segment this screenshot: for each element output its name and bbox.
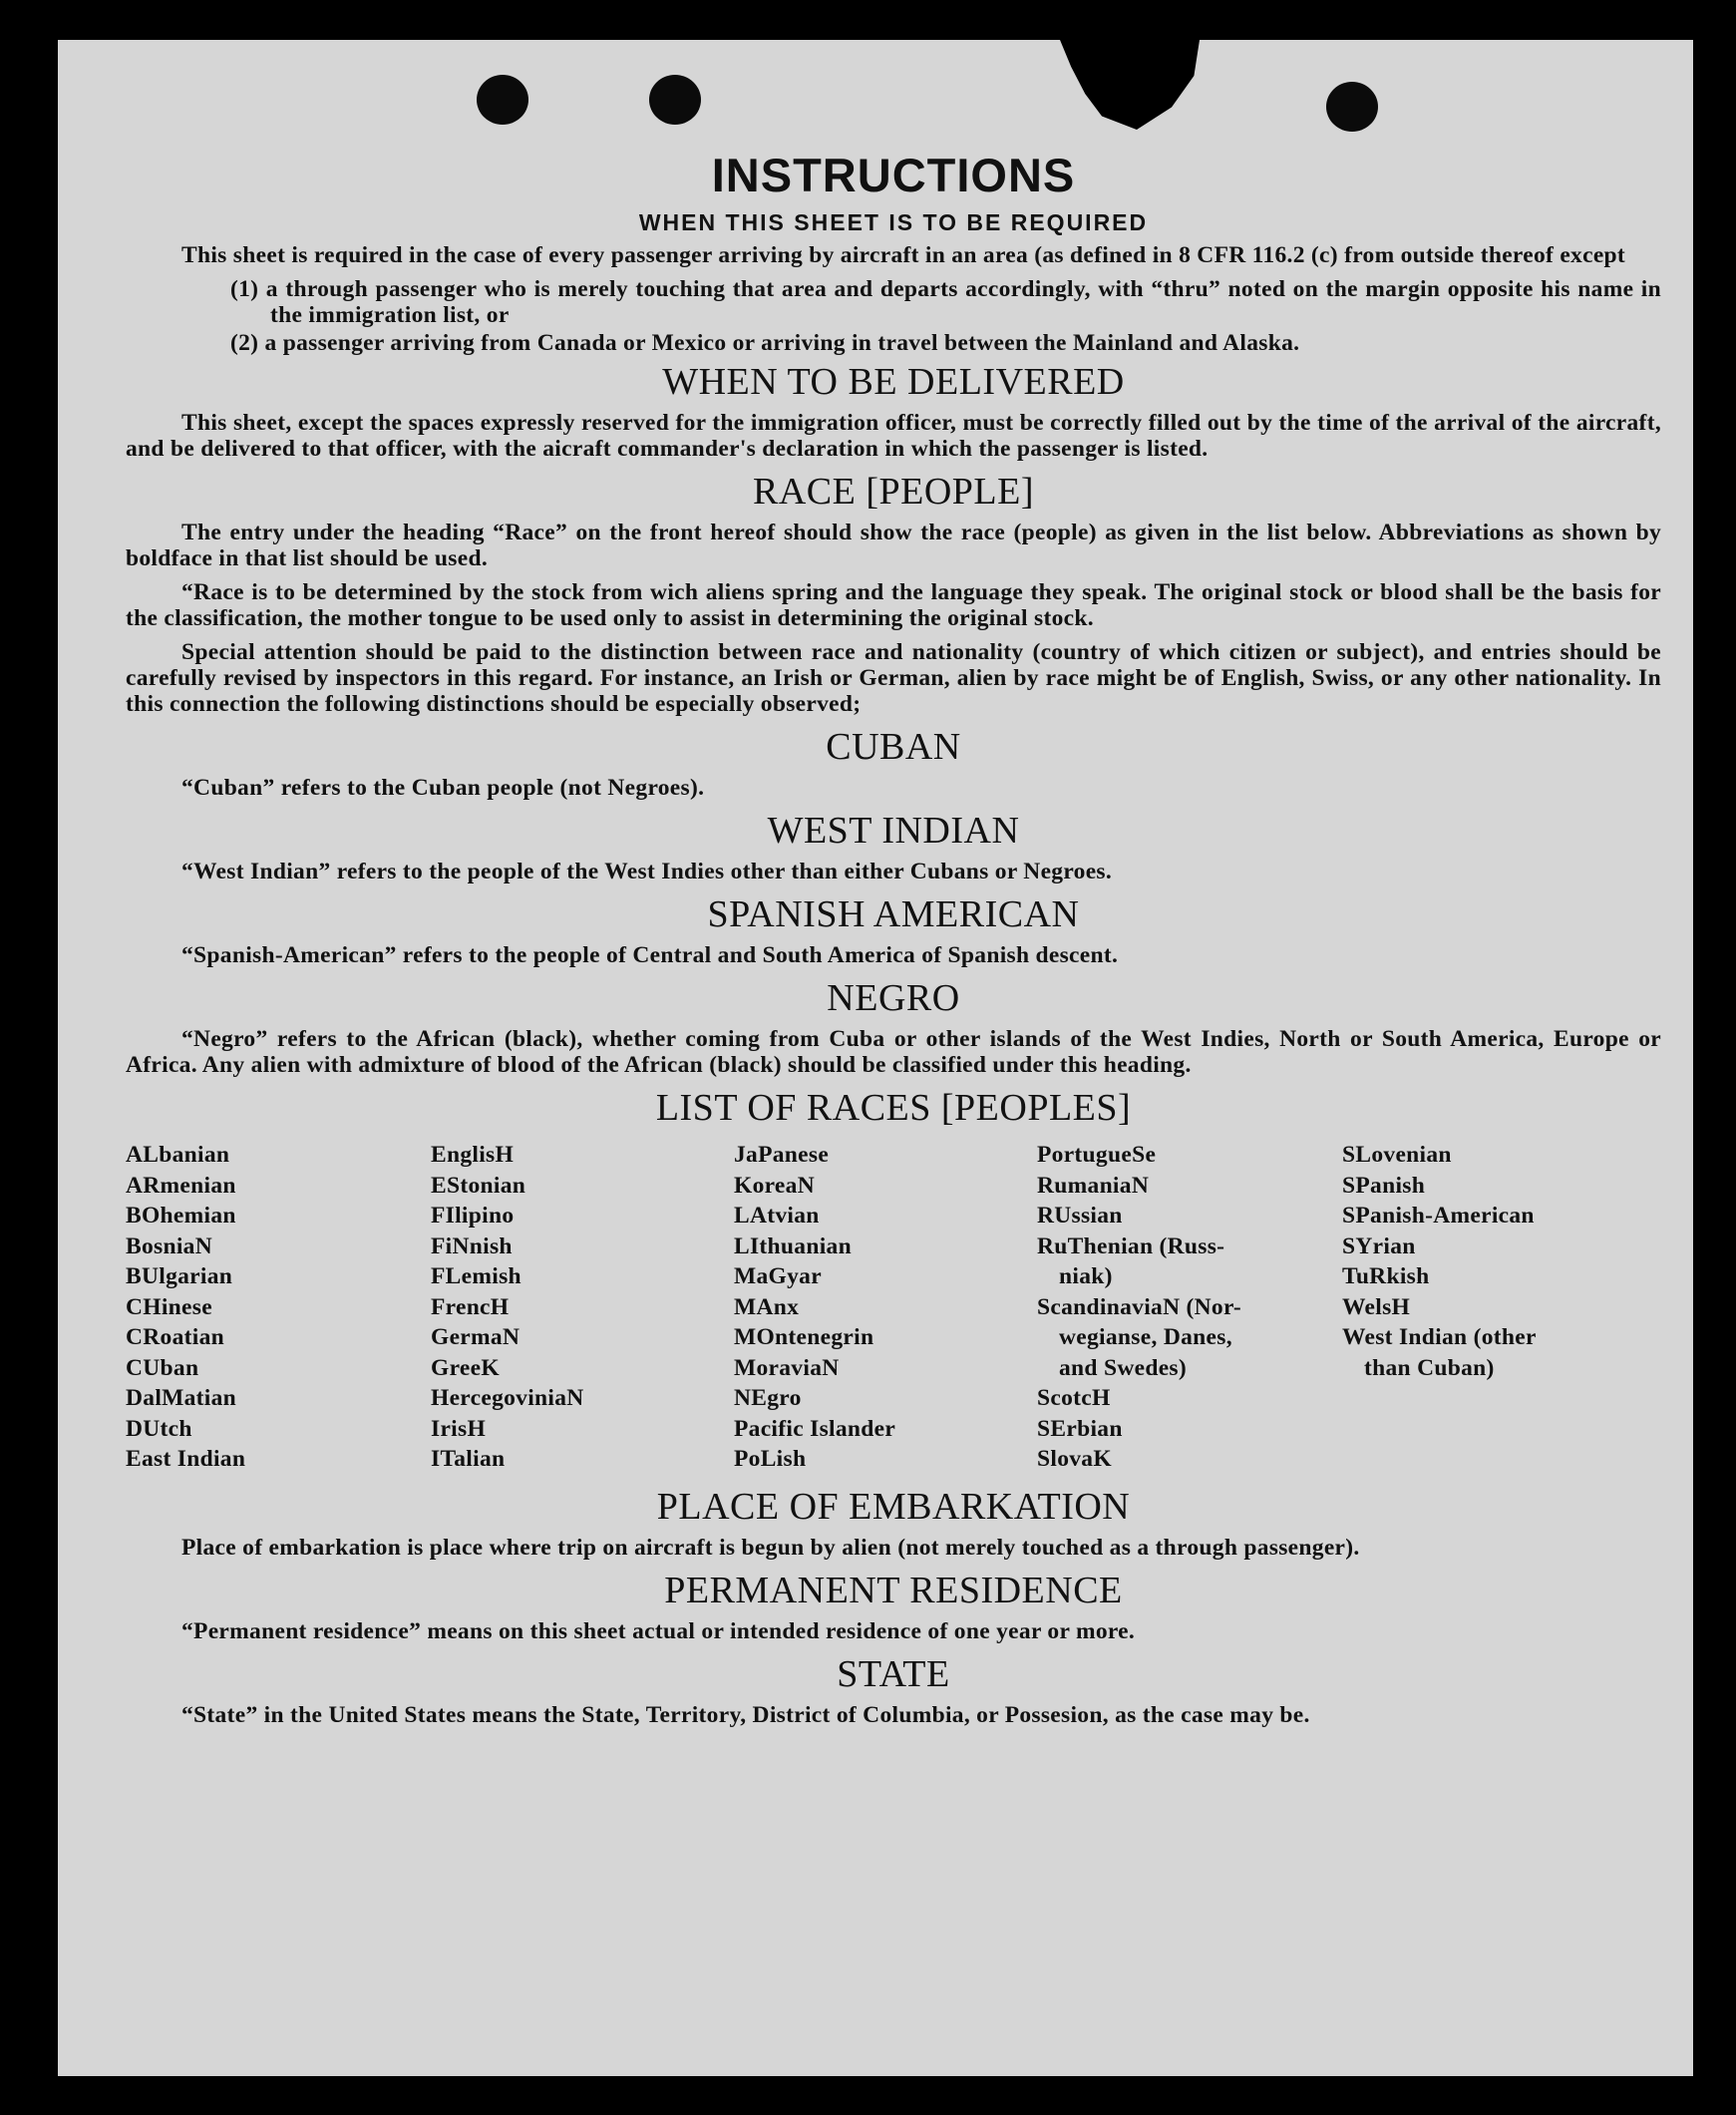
state-text: “State” in the United States means the State, Territory, District of Columbia, or Possesion, as the case may be. xyxy=(181,1701,1310,1728)
races-column-1 xyxy=(126,1140,431,1475)
race-item: BosniaN xyxy=(126,1233,212,1259)
races-list xyxy=(126,1140,1661,1475)
race-item: SErbian xyxy=(1037,1415,1123,1442)
race-item: LIthuanian xyxy=(734,1233,852,1259)
races-column-2 xyxy=(431,1140,734,1475)
race-item: RuThenian (Russ- xyxy=(1037,1233,1225,1259)
race-item: niak) xyxy=(1059,1263,1113,1289)
page-title: INSTRUCTIONS xyxy=(711,149,1076,201)
section-heading-west-indian: WEST INDIAN xyxy=(767,810,1020,852)
section-heading-spanish-american: SPANISH AMERICAN xyxy=(707,893,1080,935)
section-heading-embarkation: PLACE OF EMBARKATION xyxy=(656,1485,1131,1528)
west-indian-text: “West Indian” refers to the people of the West Indies other than either Cubans or Negroes. xyxy=(181,859,1113,884)
race-item: DUtch xyxy=(126,1415,192,1442)
race-item: WelsH xyxy=(1342,1293,1411,1320)
section-heading-delivered: WHEN TO BE DELIVERED xyxy=(662,361,1125,403)
instructions-content xyxy=(126,150,1661,1736)
race-item: JaPanese xyxy=(734,1142,830,1168)
punch-hole xyxy=(649,75,701,125)
subtitle: WHEN THIS SHEET IS TO BE REQUIRED xyxy=(638,209,1149,235)
section-heading-residence: PERMANENT RESIDENCE xyxy=(664,1569,1123,1611)
section-heading-list: LIST OF RACES [PEOPLES] xyxy=(655,1087,1132,1129)
race-item: IrisH xyxy=(431,1415,487,1442)
race-item: CHinese xyxy=(126,1293,212,1320)
race-paragraph: “Race is to be determined by the stock from wich aliens spring and the language they speak. The original stock or blood shall be the basis for the classification, the mother tongue to be used only to assist in determining the original stock. xyxy=(126,579,1661,631)
race-item: GreeK xyxy=(431,1354,500,1381)
race-item: NEgro xyxy=(734,1385,802,1411)
exception-item: (2) a passenger arriving from Canada or Mexico or arriving in travel between the Mainland and Alaska. xyxy=(230,330,1300,356)
race-item: EStonian xyxy=(431,1172,526,1199)
race-item: than Cuban) xyxy=(1364,1354,1495,1381)
race-item: CUban xyxy=(126,1354,199,1381)
race-item: ScotcH xyxy=(1037,1385,1111,1411)
section-heading-state: STATE xyxy=(837,1652,950,1695)
race-paragraph: Special attention should be paid to the distinction between race and nationality (country of which citizen or subject), and entries should be carefully revised by inspectors in this regard. For instance, an Irish or German, alien by race might be of English, Swiss, or any other nationality. In this connection the following distinctions should be especially observed; xyxy=(126,639,1661,717)
race-item: MOntenegrin xyxy=(734,1324,874,1350)
race-item: and Swedes) xyxy=(1059,1354,1188,1381)
race-item: TuRkish xyxy=(1342,1263,1430,1289)
race-item: PoLish xyxy=(734,1446,807,1472)
race-item: LAtvian xyxy=(734,1203,820,1229)
race-item: MoraviaN xyxy=(734,1354,840,1381)
race-item: SLovenian xyxy=(1342,1142,1452,1168)
races-column-4 xyxy=(1037,1140,1342,1475)
cuban-text: “Cuban” refers to the Cuban people (not Negroes). xyxy=(181,775,705,801)
race-item: FrencH xyxy=(431,1293,510,1320)
race-item: SlovaK xyxy=(1037,1446,1112,1472)
residence-text: “Permanent residence” means on this sheet actual or intended residence of one year or more. xyxy=(181,1617,1136,1644)
race-item: DalMatian xyxy=(126,1385,237,1411)
race-item: West Indian (other xyxy=(1342,1324,1537,1350)
race-item: ITalian xyxy=(431,1446,506,1472)
races-column-3 xyxy=(734,1140,1037,1475)
races-column-5 xyxy=(1342,1140,1661,1475)
punch-hole xyxy=(1326,82,1378,132)
race-item: HercegoviniaN xyxy=(431,1385,584,1411)
race-item: RUssian xyxy=(1037,1203,1123,1229)
race-item: EnglisH xyxy=(431,1142,515,1168)
race-item: Pacific Islander xyxy=(734,1415,896,1442)
race-item: FLemish xyxy=(431,1263,521,1289)
race-item: SPanish xyxy=(1342,1172,1426,1199)
race-item: ARmenian xyxy=(126,1172,236,1199)
document-page xyxy=(58,40,1693,2076)
race-item: East Indian xyxy=(126,1446,246,1472)
section-heading-cuban: CUBAN xyxy=(826,726,961,768)
race-item: FiNnish xyxy=(431,1233,513,1259)
race-item: wegianse, Danes, xyxy=(1059,1324,1232,1350)
race-item: RumaniaN xyxy=(1037,1172,1150,1199)
intro-paragraph: This sheet is required in the case of every passenger arriving by aircraft in an area (as defined in 8 CFR 116.2 (c) from outside thereof except xyxy=(181,242,1626,268)
race-item: SYrian xyxy=(1342,1233,1416,1259)
spanish-american-text: “Spanish-American” refers to the people of Central and South America of Spanish descent. xyxy=(181,942,1119,968)
exception-item: (1) a through passenger who is merely touching that area and departs accordingly, with “thru” noted on the margin opposite his name in the immigration list, or xyxy=(230,276,1661,328)
race-item: FIlipino xyxy=(431,1203,515,1229)
race-item: CRoatian xyxy=(126,1324,225,1350)
section-heading-negro: NEGRO xyxy=(827,977,960,1019)
race-item: KoreaN xyxy=(734,1172,815,1199)
race-item: PortugueSe xyxy=(1037,1142,1157,1168)
race-item: BOhemian xyxy=(126,1203,236,1229)
race-item: SPanish-American xyxy=(1342,1203,1535,1229)
negro-text: “Negro” refers to the African (black), whether coming from Cuba or other islands of the West Indies, North or South America, Europe or Africa. Any alien with admixture of blood of the African (black) should be classified under this heading. xyxy=(126,1026,1661,1078)
delivered-text: This sheet, except the spaces expressly reserved for the immigration officer, must be correctly filled out by the time of the arrival of the aircraft, and be delivered to that officer, with the aicraft commander's declaration in which the passenger is listed. xyxy=(126,410,1661,462)
race-item: BUlgarian xyxy=(126,1263,233,1289)
race-item: MAnx xyxy=(734,1293,800,1320)
race-paragraph: The entry under the heading “Race” on the front hereof should show the race (people) as given in the list below. Abbreviations as shown by boldface in that list should be used. xyxy=(126,520,1661,571)
section-heading-race: RACE [PEOPLE] xyxy=(753,471,1034,513)
race-item: MaGyar xyxy=(734,1263,822,1289)
race-item: GermaN xyxy=(431,1324,521,1350)
embarkation-text: Place of embarkation is place where trip on aircraft is begun by alien (not merely touched as a through passenger). xyxy=(181,1534,1360,1561)
race-item: ScandinaviaN (Nor- xyxy=(1037,1293,1241,1320)
punch-hole xyxy=(477,75,528,125)
torn-corner xyxy=(1060,40,1200,130)
race-item: ALbanian xyxy=(126,1142,230,1168)
